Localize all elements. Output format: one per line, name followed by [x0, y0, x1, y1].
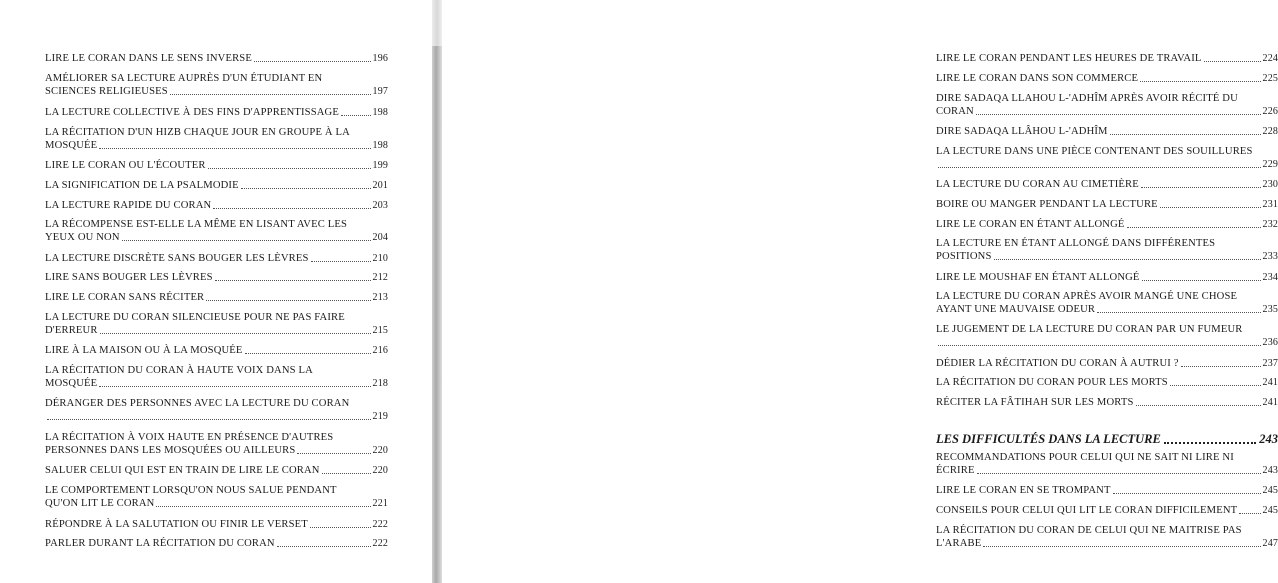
toc-entry[interactable]	[45, 271, 388, 284]
toc-entry-title: LA RÉCOMPENSE EST-ELLE LA MÊME EN LISANT AVEC LES	[45, 219, 348, 230]
toc-page-number: 237	[1262, 358, 1278, 369]
toc-entry[interactable]	[45, 179, 388, 192]
toc-entry-title: RÉPONDRE À LA SALUTATION OU FINIR LE VERSET	[45, 519, 308, 530]
toc-entry-title: RÉCITER LA FÂTIHAH SUR LES MORTS	[936, 397, 1134, 408]
dot-leader	[47, 410, 371, 420]
toc-entry[interactable]	[45, 344, 388, 357]
toc-entry-title: LA SIGNIFICATION DE LA PSALMODIE	[45, 180, 239, 191]
toc-entry-title: LA LECTURE DU CORAN APRÈS AVOIR MANGÉ UNE CHOSE	[936, 291, 1238, 302]
toc-entry[interactable]	[936, 52, 1278, 65]
toc-entry-title: SCIENCES RELIGIEUSES	[45, 86, 168, 97]
dot-leader	[1140, 72, 1260, 82]
toc-page-number: 198	[372, 140, 388, 151]
toc-page-number: 245	[1262, 505, 1278, 516]
toc-entry-title: QU'ON LIT LE CORAN	[45, 498, 155, 509]
toc-entry-title: CORAN	[936, 106, 974, 117]
toc-entry-title: LE COMPORTEMENT LORSQU'ON NOUS SALUE PENDANT	[45, 485, 337, 496]
toc-entry[interactable]	[45, 397, 388, 423]
toc-entry-title: LA LECTURE DANS UNE PIÈCE CONTENANT DES SOUILLURES	[936, 146, 1253, 157]
toc-page-number: 197	[372, 86, 388, 97]
section-heading[interactable]	[936, 432, 1278, 446]
toc-entry-title: LIRE LE MOUSHAF EN ÉTANT ALLONGÉ	[936, 272, 1140, 283]
dot-leader	[215, 271, 371, 281]
toc-page-number: 247	[1262, 538, 1278, 549]
toc-entry-title: CONSEILS POUR CELUI QUI LIT LE CORAN DIFFICILEMENT	[936, 505, 1238, 516]
toc-entry-title: PARLER DURANT LA RÉCITATION DU CORAN	[45, 538, 275, 549]
toc-entry-title: LA LECTURE EN ÉTANT ALLONGÉ DANS DIFFÉRENTES	[936, 238, 1216, 249]
toc-page-number: 213	[372, 292, 388, 303]
toc-entry-title: DÉRANGER DES PERSONNES AVEC LA LECTURE DU CORAN	[45, 398, 350, 409]
toc-page-number: 241	[1262, 397, 1278, 408]
dot-leader	[1142, 271, 1261, 281]
toc-entry[interactable]	[45, 159, 388, 172]
toc-entry-title: LIRE SANS BOUGER LES LÈVRES	[45, 272, 213, 283]
dot-leader	[322, 464, 371, 474]
toc-entry-title: DIRE SADAQA LLAHOU L-'ADHÎM APRÈS AVOIR RÉCITÉ DU	[936, 93, 1238, 104]
toc-entry[interactable]	[45, 364, 388, 390]
toc-entry[interactable]	[936, 92, 1278, 118]
toc-entry[interactable]	[45, 199, 388, 212]
toc-entry-title: LA RÉCITATION DU CORAN DE CELUI QUI NE MAITRISE PAS	[936, 525, 1242, 536]
toc-entry-title: MOSQUÉE	[45, 378, 98, 389]
toc-entry[interactable]	[936, 484, 1278, 497]
toc-entry[interactable]	[45, 518, 388, 531]
toc-entry[interactable]	[936, 290, 1278, 316]
toc-entry[interactable]	[936, 178, 1278, 191]
toc-entry-title: DIRE SADAQA LLÂHOU L-'ADHÎM	[936, 126, 1108, 137]
dot-leader	[1127, 218, 1261, 228]
toc-entry-title: LA LECTURE DU CORAN SILENCIEUSE POUR NE PAS FAIRE	[45, 312, 345, 323]
toc-entry[interactable]	[45, 72, 388, 98]
dot-leader	[254, 52, 371, 62]
toc-entry-title: LA LECTURE COLLECTIVE À DES FINS D'APPRENTISSAGE	[45, 107, 339, 118]
toc-entry-title: AMÉLIORER SA LECTURE AUPRÈS D'UN ÉTUDIANT EN	[45, 73, 323, 84]
toc-page-number: 203	[372, 200, 388, 211]
dot-leader	[310, 518, 371, 528]
toc-entry-title: LIRE LE CORAN EN ÉTANT ALLONGÉ	[936, 219, 1125, 230]
toc-page-number: 215	[372, 325, 388, 336]
dot-leader	[100, 324, 371, 334]
toc-entry[interactable]	[936, 198, 1278, 211]
toc-entry[interactable]	[936, 323, 1278, 349]
toc-entry[interactable]	[936, 504, 1278, 517]
dot-leader	[99, 139, 370, 149]
toc-entry[interactable]	[45, 106, 388, 119]
toc-page-number: 230	[1262, 179, 1278, 190]
dot-leader	[1141, 178, 1261, 188]
dot-leader	[277, 537, 371, 547]
toc-page-number: 196	[372, 53, 388, 64]
toc-entry-title: PERSONNES DANS LES MOSQUÉES OU AILLEURS	[45, 445, 296, 456]
dot-leader	[1110, 125, 1261, 135]
dot-leader	[206, 291, 370, 301]
toc-entry[interactable]	[936, 376, 1278, 389]
toc-page-number: 232	[1262, 219, 1278, 230]
dot-leader	[1204, 52, 1261, 62]
toc-entry[interactable]	[936, 396, 1278, 409]
toc-entry-title: AYANT UNE MAUVAISE ODEUR	[936, 304, 1096, 315]
toc-entry[interactable]	[936, 72, 1278, 85]
toc-page-number: 241	[1262, 377, 1278, 388]
toc-entry-title: BOIRE OU MANGER PENDANT LA LECTURE	[936, 199, 1158, 210]
dot-leader	[1164, 432, 1256, 444]
toc-page-number: 210	[372, 253, 388, 264]
toc-entry[interactable]	[45, 464, 388, 477]
toc-page-number: 201	[372, 180, 388, 191]
dot-leader	[1113, 484, 1261, 494]
dot-leader	[1097, 303, 1260, 313]
toc-page-number: 218	[372, 378, 388, 389]
toc-entry[interactable]	[936, 357, 1278, 370]
toc-page-number: 235	[1262, 304, 1278, 315]
toc-entry-title: D'ERREUR	[45, 325, 98, 336]
right-page	[442, 0, 1278, 583]
toc-page-number: 226	[1262, 106, 1278, 117]
book-gutter	[432, 46, 442, 583]
toc-page-number: 212	[372, 272, 388, 283]
toc-entry-title: LA LECTURE DISCRÈTE SANS BOUGER LES LÈVRES	[45, 253, 309, 264]
toc-page-number: 245	[1262, 485, 1278, 496]
toc-page-number: 198	[372, 107, 388, 118]
toc-entry[interactable]	[936, 524, 1278, 550]
toc-page-number: 236	[1262, 337, 1278, 348]
toc-entry-title: SALUER CELUI QUI EST EN TRAIN DE LIRE LE CORAN	[45, 465, 320, 476]
toc-entry[interactable]	[45, 126, 388, 152]
toc-entry-title: DÉDIER LA RÉCITATION DU CORAN À AUTRUI ?	[936, 358, 1179, 369]
toc-entry[interactable]	[936, 271, 1278, 284]
toc-page-number: 204	[372, 232, 388, 243]
toc-page-number: 229	[1262, 159, 1278, 170]
toc-entry[interactable]	[936, 145, 1278, 171]
toc-entry-title: LA RÉCITATION DU CORAN POUR LES MORTS	[936, 377, 1168, 388]
dot-leader	[1160, 198, 1261, 208]
dot-leader	[156, 497, 370, 507]
toc-page-number: 221	[372, 498, 388, 509]
toc-entry[interactable]	[936, 125, 1278, 138]
toc-page-number: 233	[1262, 251, 1278, 262]
toc-entry-title: LIRE À LA MAISON OU À LA MOSQUÉE	[45, 345, 243, 356]
dot-leader	[208, 159, 371, 169]
toc-entry-title: L'ARABE	[936, 538, 982, 549]
dot-leader	[938, 336, 1261, 346]
toc-entry[interactable]	[45, 537, 388, 550]
toc-page-number: 228	[1262, 126, 1278, 137]
toc-entry-title: LA LECTURE DU CORAN AU CIMETIÈRE	[936, 179, 1139, 190]
toc-entry[interactable]	[45, 52, 388, 65]
toc-entry-title: POSITIONS	[936, 251, 992, 262]
toc-entry-title: LA LECTURE RAPIDE DU CORAN	[45, 200, 212, 211]
toc-page-number: 224	[1262, 53, 1278, 64]
dot-leader	[1170, 376, 1261, 386]
toc-entry-title: LIRE LE CORAN EN SE TROMPANT	[936, 485, 1111, 496]
toc-entry[interactable]	[45, 218, 388, 244]
dot-leader	[341, 106, 371, 116]
toc-entry[interactable]	[45, 484, 388, 510]
toc-entry[interactable]	[45, 252, 388, 265]
section-page-number: 243	[1259, 432, 1278, 446]
dot-leader	[170, 85, 371, 95]
toc-entry-title: LA RÉCITATION DU CORAN À HAUTE VOIX DANS LA	[45, 365, 313, 376]
dot-leader	[241, 179, 371, 189]
dot-leader	[938, 158, 1261, 168]
dot-leader	[1181, 357, 1261, 367]
dot-leader	[977, 464, 1261, 474]
toc-entry[interactable]	[936, 218, 1278, 231]
toc-entry[interactable]	[936, 451, 1278, 477]
toc-page-number: 222	[372, 538, 388, 549]
toc-entry[interactable]	[936, 237, 1278, 263]
book-gutter-top	[432, 0, 442, 46]
toc-entry[interactable]	[45, 291, 388, 304]
dot-leader	[983, 537, 1260, 547]
toc-entry-title: LIRE LE CORAN SANS RÉCITER	[45, 292, 205, 303]
dot-leader	[122, 231, 371, 241]
toc-page-number: 231	[1262, 199, 1278, 210]
toc-entry-title: LIRE LE CORAN DANS LE SENS INVERSE	[45, 53, 252, 64]
section-title: LES DIFFICULTÉS DANS LA LECTURE	[936, 432, 1161, 446]
dot-leader	[297, 444, 370, 454]
toc-entry-title: LA RÉCITATION D'UN HIZB CHAQUE JOUR EN GROUPE À LA	[45, 127, 350, 138]
toc-entry-title: LIRE LE CORAN DANS SON COMMERCE	[936, 73, 1139, 84]
toc-entry-title: YEUX OU NON	[45, 232, 120, 243]
dot-leader	[99, 377, 370, 387]
dot-leader	[213, 199, 370, 209]
toc-page-number: 225	[1262, 73, 1278, 84]
toc-page-number: 222	[372, 519, 388, 530]
toc-page-number: 219	[372, 411, 388, 422]
toc-entry-title: RECOMMANDATIONS POUR CELUI QUI NE SAIT NI LIRE NI	[936, 452, 1234, 463]
dot-leader	[245, 344, 371, 354]
toc-entry-title: LA RÉCITATION À VOIX HAUTE EN PRÉSENCE D'AUTRES	[45, 432, 334, 443]
toc-page-number: 216	[372, 345, 388, 356]
dot-leader	[1239, 504, 1260, 514]
toc-entry-title: ÉCRIRE	[936, 465, 975, 476]
toc-entry[interactable]	[45, 431, 388, 457]
toc-entry[interactable]	[45, 311, 388, 337]
toc-page-number: 220	[372, 465, 388, 476]
toc-page-number: 243	[1262, 465, 1278, 476]
toc-entry-title: LE JUGEMENT DE LA LECTURE DU CORAN PAR UN FUMEUR	[936, 324, 1243, 335]
dot-leader	[976, 105, 1261, 115]
toc-entry-title: LIRE LE CORAN OU L'ÉCOUTER	[45, 160, 206, 171]
toc-page-number: 234	[1262, 272, 1278, 283]
toc-page-number: 199	[372, 160, 388, 171]
left-page	[0, 0, 432, 583]
toc-entry-title: LIRE LE CORAN PENDANT LES HEURES DE TRAVAIL	[936, 53, 1202, 64]
dot-leader	[1136, 396, 1261, 406]
toc-page-number: 220	[372, 445, 388, 456]
dot-leader	[311, 252, 371, 262]
dot-leader	[994, 250, 1261, 260]
toc-entry-title: MOSQUÉE	[45, 140, 98, 151]
